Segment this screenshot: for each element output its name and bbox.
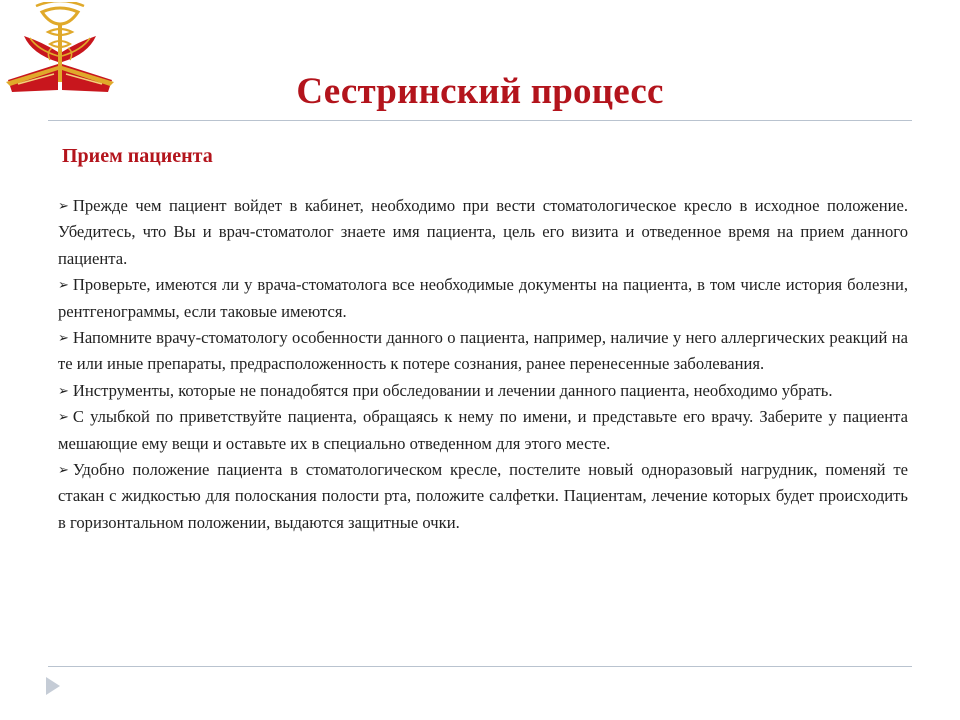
list-item bbox=[58, 272, 908, 325]
list-item-text: С улыбкой по приветствуйте пациента, обращаясь к нему по имени, и представьте его врачу. Заберите у пациента мешающие ему вещи и оставьте их в специально отведенном для этого месте. bbox=[58, 407, 908, 453]
list-item-text: Удобно положение пациента в стоматологическом кресле, постелите новый одноразовый нагрудник, поменяй те стакан с жидкостью для полоскания полости рта, положите салфетки. Пациентам, лечение которых будет происходить в горизонтальном положении, выдаются защитные очки. bbox=[58, 460, 908, 532]
arrow-bullet-icon: ➢ bbox=[58, 382, 69, 398]
arrow-bullet-icon: ➢ bbox=[58, 409, 69, 425]
bottom-divider bbox=[48, 666, 912, 667]
play-triangle-icon[interactable] bbox=[44, 675, 62, 697]
section-subtitle: Прием пациента bbox=[62, 145, 213, 167]
list-item-text: Проверьте, имеются ли у врача-стоматолога все необходимые документы на пациента, в том числе история болезни, рентгенограммы, если таковые имеются. bbox=[58, 275, 908, 321]
top-divider bbox=[48, 120, 912, 121]
list-item bbox=[58, 404, 908, 457]
slide-title: Сестринский процесс bbox=[296, 71, 664, 112]
arrow-bullet-icon: ➢ bbox=[58, 330, 69, 346]
bullet-list bbox=[58, 193, 908, 536]
list-item bbox=[58, 378, 908, 404]
list-item bbox=[58, 193, 908, 272]
arrow-bullet-icon: ➢ bbox=[58, 198, 69, 213]
list-item bbox=[58, 457, 908, 536]
list-item-text: Инструменты, которые не понадобятся при обследовании и лечении данного пациента, необходимо убрать. bbox=[72, 380, 833, 400]
list-item-text: Прежде чем пациент войдет в кабинет, необходимо при вести стоматологическое кресло в исходное положение. Убедитесь, что Вы и врач-стоматолог знаете имя пациента, цель его визита и отведенное время на прием данного пациента. bbox=[58, 196, 908, 268]
arrow-bullet-icon: ➢ bbox=[58, 277, 69, 293]
list-item bbox=[58, 325, 908, 378]
arrow-bullet-icon: ➢ bbox=[58, 462, 69, 478]
list-item-text: Напомните врачу-стоматологу особенности данного о пациента, например, наличие у него аллергических реакций на те или иные препараты, предрасположенность к потере сознания, ранее перенесенные заболевания. bbox=[58, 328, 908, 374]
